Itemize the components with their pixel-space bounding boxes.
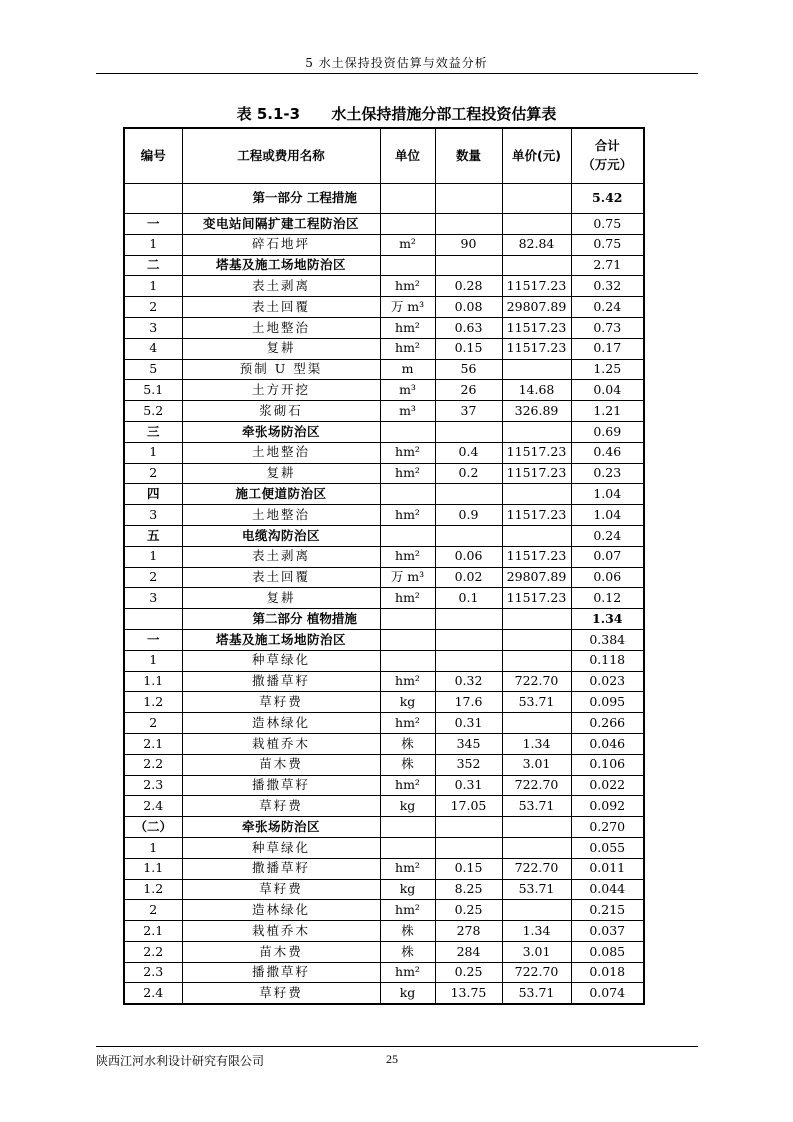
table-row	[124, 650, 644, 671]
row-quantity	[435, 629, 502, 650]
row-quantity: 0.28	[435, 276, 502, 297]
row-unit	[380, 421, 435, 442]
row-total: 0.75	[571, 214, 644, 235]
row-name: 撒播草籽	[182, 858, 380, 879]
part-row	[124, 609, 644, 630]
row-quantity: 0.02	[435, 567, 502, 588]
row-unit-price: 326.89	[502, 401, 571, 422]
row-total: 0.022	[571, 775, 644, 796]
row-total: 0.69	[571, 421, 644, 442]
row-unit: hm²	[380, 775, 435, 796]
row-total: 1.34	[571, 609, 644, 630]
row-unit: hm²	[380, 338, 435, 359]
row-quantity: 345	[435, 733, 502, 754]
row-unit-price	[502, 214, 571, 235]
row-number: 2	[124, 567, 182, 588]
row-unit-price: 722.70	[502, 962, 571, 983]
row-unit-price: 53.71	[502, 879, 571, 900]
row-unit	[380, 184, 435, 214]
row-quantity: 0.1	[435, 588, 502, 609]
row-name: 浆砌石	[182, 401, 380, 422]
row-total: 2.71	[571, 255, 644, 276]
footer-company: 陕西江河水利设计研究有限公司	[96, 1054, 265, 1068]
row-total: 1.25	[571, 359, 644, 380]
row-total: 0.73	[571, 317, 644, 338]
row-total: 0.12	[571, 588, 644, 609]
row-total: 0.46	[571, 442, 644, 463]
row-unit-price: 1.34	[502, 921, 571, 942]
row-number: 5.1	[124, 380, 182, 401]
row-total: 0.074	[571, 983, 644, 1004]
row-total: 0.118	[571, 650, 644, 671]
row-unit: hm²	[380, 442, 435, 463]
table-row	[124, 359, 644, 380]
row-quantity	[435, 525, 502, 546]
row-quantity: 284	[435, 941, 502, 962]
row-name: 土地整治	[182, 317, 380, 338]
row-quantity: 0.25	[435, 900, 502, 921]
row-unit: kg	[380, 692, 435, 713]
row-unit: hm²	[380, 713, 435, 734]
row-quantity: 278	[435, 921, 502, 942]
row-unit: 株	[380, 754, 435, 775]
row-total: 0.215	[571, 900, 644, 921]
row-unit-price: 29807.89	[502, 567, 571, 588]
row-unit	[380, 525, 435, 546]
table-row	[124, 733, 644, 754]
row-unit	[380, 255, 435, 276]
row-total: 0.75	[571, 234, 644, 255]
row-number: 3	[124, 317, 182, 338]
row-number: 一	[124, 214, 182, 235]
row-name: 复耕	[182, 588, 380, 609]
row-quantity: 0.9	[435, 505, 502, 526]
column-header-name: 工程或费用名称	[182, 128, 380, 184]
investment-estimate-table	[123, 127, 645, 1005]
row-number: 2	[124, 297, 182, 318]
row-unit: 株	[380, 733, 435, 754]
row-unit: m	[380, 359, 435, 380]
table-row	[124, 588, 644, 609]
row-unit-price: 11517.23	[502, 505, 571, 526]
row-number: 2	[124, 463, 182, 484]
row-name: 种草绿化	[182, 837, 380, 858]
row-total: 0.17	[571, 338, 644, 359]
table-row	[124, 380, 644, 401]
row-total: 0.32	[571, 276, 644, 297]
row-name: 塔基及施工场地防治区	[182, 629, 380, 650]
row-quantity	[435, 255, 502, 276]
section-row	[124, 421, 644, 442]
row-number	[124, 609, 182, 630]
row-quantity	[435, 817, 502, 838]
row-unit-price: 3.01	[502, 754, 571, 775]
row-unit	[380, 650, 435, 671]
row-unit-price: 11517.23	[502, 546, 571, 567]
row-number: 1.1	[124, 858, 182, 879]
row-unit: hm²	[380, 546, 435, 567]
row-name: 栽植乔木	[182, 921, 380, 942]
table-row	[124, 900, 644, 921]
row-number: 4	[124, 338, 182, 359]
row-total: 0.092	[571, 796, 644, 817]
row-unit	[380, 817, 435, 838]
row-name: 第二部分 植物措施	[182, 609, 380, 630]
row-name: 草籽费	[182, 879, 380, 900]
row-total: 0.044	[571, 879, 644, 900]
row-quantity	[435, 214, 502, 235]
table-row	[124, 713, 644, 734]
row-number: 二	[124, 255, 182, 276]
row-unit-price	[502, 713, 571, 734]
row-quantity: 90	[435, 234, 502, 255]
row-unit-price	[502, 255, 571, 276]
row-unit: 万 m³	[380, 297, 435, 318]
row-unit: hm²	[380, 900, 435, 921]
row-name: 种草绿化	[182, 650, 380, 671]
row-name: 造林绿化	[182, 900, 380, 921]
row-unit-price	[502, 900, 571, 921]
table-row	[124, 754, 644, 775]
row-number: 1.2	[124, 692, 182, 713]
row-name: 播撒草籽	[182, 775, 380, 796]
row-unit-price	[502, 359, 571, 380]
row-name: 表土回覆	[182, 297, 380, 318]
table-title: 表 5.1-3 水土保持措施分部工程投资估算表	[236, 105, 557, 123]
row-total: 0.384	[571, 629, 644, 650]
table-row	[124, 796, 644, 817]
table-row	[124, 837, 644, 858]
row-number: 1.1	[124, 671, 182, 692]
row-total: 0.023	[571, 671, 644, 692]
row-quantity	[435, 837, 502, 858]
table-row	[124, 401, 644, 422]
row-quantity: 56	[435, 359, 502, 380]
table-row	[124, 546, 644, 567]
row-quantity: 0.08	[435, 297, 502, 318]
row-unit-price: 53.71	[502, 692, 571, 713]
row-unit-price	[502, 817, 571, 838]
row-number: 一	[124, 629, 182, 650]
row-unit-price: 11517.23	[502, 317, 571, 338]
row-number: 2.2	[124, 754, 182, 775]
table-row	[124, 338, 644, 359]
row-quantity	[435, 484, 502, 505]
row-unit-price: 14.68	[502, 380, 571, 401]
row-quantity	[435, 421, 502, 442]
row-name: 草籽费	[182, 692, 380, 713]
row-total: 0.270	[571, 817, 644, 838]
row-unit	[380, 214, 435, 235]
row-unit: hm²	[380, 962, 435, 983]
row-unit-price	[502, 184, 571, 214]
row-number: 1.2	[124, 879, 182, 900]
row-unit-price: 3.01	[502, 941, 571, 962]
row-total: 0.266	[571, 713, 644, 734]
row-total: 0.046	[571, 733, 644, 754]
row-quantity: 17.05	[435, 796, 502, 817]
row-total: 1.04	[571, 484, 644, 505]
row-total: 0.011	[571, 858, 644, 879]
row-unit: m²	[380, 234, 435, 255]
row-name: 变电站间隔扩建工程防治区	[182, 214, 380, 235]
row-name: 土地整治	[182, 442, 380, 463]
row-total: 1.04	[571, 505, 644, 526]
row-number: （二）	[124, 817, 182, 838]
table-row	[124, 921, 644, 942]
column-header-unit-price: 单价(元)	[502, 128, 571, 184]
row-number: 2.3	[124, 962, 182, 983]
row-quantity	[435, 650, 502, 671]
row-unit: hm²	[380, 463, 435, 484]
row-number: 3	[124, 505, 182, 526]
footer-divider	[96, 1046, 698, 1047]
row-total: 0.085	[571, 941, 644, 962]
row-number: 2.4	[124, 983, 182, 1004]
row-name: 第一部分 工程措施	[182, 184, 380, 214]
row-unit: hm²	[380, 276, 435, 297]
table-row	[124, 775, 644, 796]
column-header-unit: 单位	[380, 128, 435, 184]
row-number: 2.1	[124, 921, 182, 942]
table-header	[124, 128, 644, 184]
row-unit: hm²	[380, 858, 435, 879]
section-row	[124, 484, 644, 505]
row-name: 表土回覆	[182, 567, 380, 588]
row-number: 3	[124, 588, 182, 609]
row-quantity: 8.25	[435, 879, 502, 900]
row-unit-price: 11517.23	[502, 463, 571, 484]
row-quantity	[435, 609, 502, 630]
row-unit: kg	[380, 983, 435, 1004]
table-row	[124, 442, 644, 463]
row-total: 5.42	[571, 184, 644, 214]
row-quantity: 0.32	[435, 671, 502, 692]
row-unit-price: 722.70	[502, 858, 571, 879]
row-number: 1	[124, 234, 182, 255]
row-number: 2	[124, 713, 182, 734]
row-quantity: 0.15	[435, 858, 502, 879]
table-row	[124, 879, 644, 900]
row-unit: 万 m³	[380, 567, 435, 588]
row-name: 施工便道防治区	[182, 484, 380, 505]
header-row	[124, 128, 644, 184]
section-row	[124, 817, 644, 838]
part-row	[124, 184, 644, 214]
row-number	[124, 184, 182, 214]
row-unit-price: 29807.89	[502, 297, 571, 318]
row-unit-price: 11517.23	[502, 276, 571, 297]
row-name: 苗木费	[182, 754, 380, 775]
row-name: 表土剥离	[182, 546, 380, 567]
row-unit: 株	[380, 921, 435, 942]
row-unit-price	[502, 609, 571, 630]
row-unit	[380, 484, 435, 505]
row-unit-price	[502, 525, 571, 546]
row-name: 播撒草籽	[182, 962, 380, 983]
row-unit-price	[502, 837, 571, 858]
row-quantity: 0.4	[435, 442, 502, 463]
row-name: 牵张场防治区	[182, 817, 380, 838]
page-header-title: 5 水土保持投资估算与效益分析	[305, 56, 488, 70]
row-number: 2.3	[124, 775, 182, 796]
row-unit-price: 53.71	[502, 983, 571, 1004]
table-row	[124, 567, 644, 588]
row-number: 三	[124, 421, 182, 442]
row-name: 复耕	[182, 463, 380, 484]
row-total: 0.055	[571, 837, 644, 858]
row-name: 栽植乔木	[182, 733, 380, 754]
row-quantity: 0.31	[435, 775, 502, 796]
header-divider	[96, 73, 698, 74]
row-total: 1.21	[571, 401, 644, 422]
row-name: 碎石地坪	[182, 234, 380, 255]
table-row	[124, 983, 644, 1004]
row-number: 2	[124, 900, 182, 921]
row-unit: kg	[380, 796, 435, 817]
row-quantity: 0.2	[435, 463, 502, 484]
row-name: 草籽费	[182, 796, 380, 817]
table-row	[124, 276, 644, 297]
row-number: 2.4	[124, 796, 182, 817]
row-quantity: 0.31	[435, 713, 502, 734]
row-unit: 株	[380, 941, 435, 962]
row-unit: hm²	[380, 505, 435, 526]
column-header-quantity: 数量	[435, 128, 502, 184]
table-row	[124, 463, 644, 484]
row-quantity: 0.15	[435, 338, 502, 359]
row-quantity: 13.75	[435, 983, 502, 1004]
row-unit: m³	[380, 401, 435, 422]
row-unit	[380, 629, 435, 650]
row-unit	[380, 609, 435, 630]
table-body	[124, 184, 644, 1005]
row-name: 苗木费	[182, 941, 380, 962]
table-row	[124, 317, 644, 338]
row-total: 0.24	[571, 297, 644, 318]
row-unit: hm²	[380, 317, 435, 338]
section-row	[124, 214, 644, 235]
row-unit-price: 82.84	[502, 234, 571, 255]
row-unit-price: 11517.23	[502, 588, 571, 609]
row-name: 草籽费	[182, 983, 380, 1004]
table-row	[124, 962, 644, 983]
table-row	[124, 671, 644, 692]
row-number: 1	[124, 442, 182, 463]
row-number: 五	[124, 525, 182, 546]
row-name: 造林绿化	[182, 713, 380, 734]
row-unit: m³	[380, 380, 435, 401]
row-unit	[380, 837, 435, 858]
row-quantity	[435, 184, 502, 214]
row-number: 2.2	[124, 941, 182, 962]
row-number: 四	[124, 484, 182, 505]
table-row	[124, 297, 644, 318]
row-unit-price	[502, 629, 571, 650]
row-quantity: 0.63	[435, 317, 502, 338]
row-quantity: 17.6	[435, 692, 502, 713]
row-name: 电缆沟防治区	[182, 525, 380, 546]
row-total: 0.018	[571, 962, 644, 983]
row-quantity: 0.25	[435, 962, 502, 983]
row-unit: hm²	[380, 671, 435, 692]
row-name: 土地整治	[182, 505, 380, 526]
table-row	[124, 858, 644, 879]
row-name: 复耕	[182, 338, 380, 359]
row-number: 5.2	[124, 401, 182, 422]
row-number: 1	[124, 837, 182, 858]
row-total: 0.24	[571, 525, 644, 546]
column-header-total: 合计 （万元）	[571, 128, 644, 184]
row-number: 1	[124, 546, 182, 567]
section-row	[124, 629, 644, 650]
row-total: 0.06	[571, 567, 644, 588]
row-quantity: 352	[435, 754, 502, 775]
row-number: 1	[124, 276, 182, 297]
row-name: 塔基及施工场地防治区	[182, 255, 380, 276]
row-unit-price	[502, 421, 571, 442]
row-name: 撒播草籽	[182, 671, 380, 692]
row-total: 0.23	[571, 463, 644, 484]
column-header-number: 编号	[124, 128, 182, 184]
row-quantity: 37	[435, 401, 502, 422]
row-total: 0.095	[571, 692, 644, 713]
row-unit: kg	[380, 879, 435, 900]
table-row	[124, 234, 644, 255]
row-unit-price	[502, 650, 571, 671]
row-quantity: 26	[435, 380, 502, 401]
row-unit-price: 11517.23	[502, 442, 571, 463]
row-number: 1	[124, 650, 182, 671]
table-row	[124, 941, 644, 962]
row-total: 0.04	[571, 380, 644, 401]
row-total: 0.106	[571, 754, 644, 775]
row-name: 土方开挖	[182, 380, 380, 401]
row-unit-price: 1.34	[502, 733, 571, 754]
row-unit-price: 53.71	[502, 796, 571, 817]
row-unit-price: 722.70	[502, 775, 571, 796]
section-row	[124, 525, 644, 546]
page-number: 25	[386, 1052, 398, 1066]
row-unit-price: 11517.23	[502, 338, 571, 359]
row-unit: hm²	[380, 588, 435, 609]
section-row	[124, 255, 644, 276]
row-unit-price	[502, 484, 571, 505]
row-total: 0.037	[571, 921, 644, 942]
row-total: 0.07	[571, 546, 644, 567]
row-name: 牵张场防治区	[182, 421, 380, 442]
row-unit-price: 722.70	[502, 671, 571, 692]
row-number: 2.1	[124, 733, 182, 754]
row-name: 表土剥离	[182, 276, 380, 297]
row-number: 5	[124, 359, 182, 380]
row-quantity: 0.06	[435, 546, 502, 567]
table-row	[124, 505, 644, 526]
table-row	[124, 692, 644, 713]
row-name: 预制 U 型渠	[182, 359, 380, 380]
